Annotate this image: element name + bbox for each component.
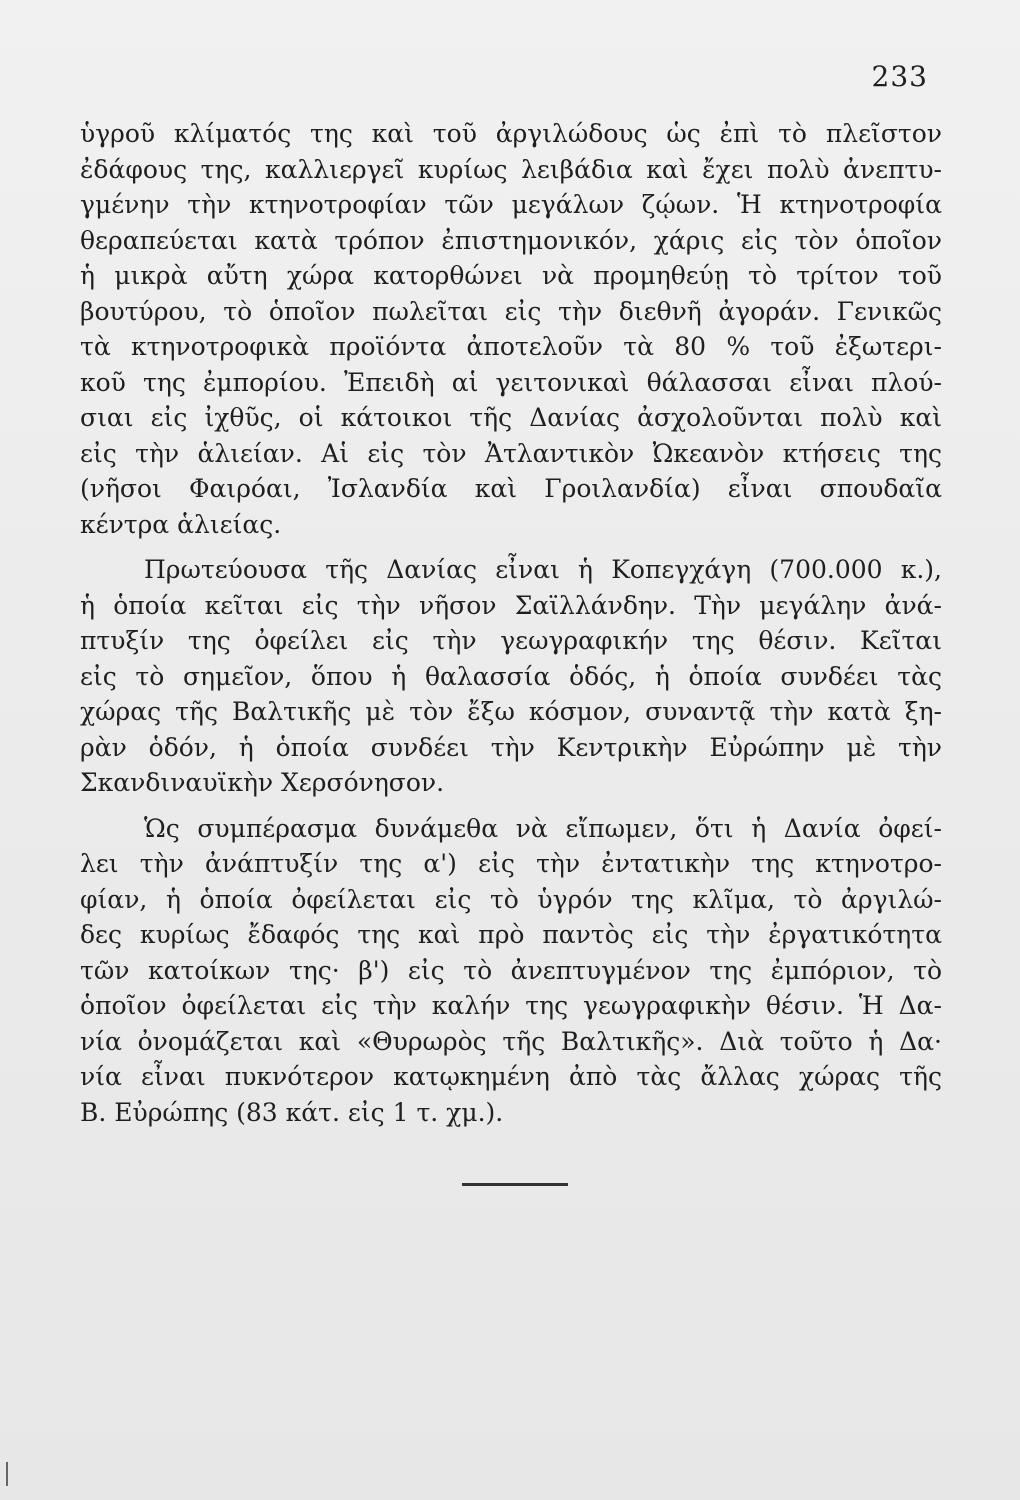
text-line: Β. Εὐρώπης (83 κάτ. εἰς 1 τ. χμ.). <box>80 1097 504 1127</box>
text-line: ἐδάφους της, καλλιεργεῖ κυρίως λειβάδια καὶ ἔχει πολὺ ἀνεπτυ- <box>80 154 942 184</box>
text-line: κέντρα ἁλιείας. <box>80 509 282 539</box>
text-line: χώρας τῆς Βαλτικῆς μὲ τὸν ἔξω κόσμον, συναντᾷ τὴν κατὰ ξη- <box>80 697 942 726</box>
text-line: Σκανδιναυϊκὴν Χερσόνησον. <box>80 768 445 797</box>
text-line: πτυξίν της ὀφείλει εἰς τὴν γεωγραφικήν της θέσιν. Κεῖται <box>80 626 942 655</box>
text-line: ἡ μικρὰ αὔτη χώρα κατορθώνει νὰ προμηθεύῃ τὸ τρίτον τοῦ <box>80 261 942 290</box>
text-line: ρὰν ὁδόν, ἡ ὁποία συνδέει τὴν Κεντρικὴν Εὐρώπην μὲ τὴν <box>80 732 942 762</box>
text-line: λει τὴν ἀνάπτυξίν της α') εἰς τὴν ἐντατικὴν της κτηνοτρο- <box>80 849 942 878</box>
text-line: τῶν κατοίκων της· β') εἰς τὸ ἀνεπτυγμένον της ἐμπόριον, τὸ <box>80 955 942 985</box>
text-line: νία ὀνομάζεται καὶ «Θυρωρὸς τῆς Βαλτικῆς». Διὰ τοῦτο ἡ Δα· <box>80 1026 942 1056</box>
body-text <box>80 116 942 1130</box>
text-line: γμένην τὴν κτηνοτροφίαν τῶν μεγάλων ζῴων. Ἡ κτηνοτροφία <box>80 190 942 219</box>
paragraph-conclusion <box>80 811 942 1131</box>
text-line: δες κυρίως ἔδαφός της καὶ πρὸ παντὸς εἰς τὴν ἐργατικότητα <box>80 920 942 949</box>
text-line: Ὡς συμπέρασμα δυνάμεθα νὰ εἴπωμεν, ὅτι ἡ Δανία ὀφεί- <box>144 813 942 843</box>
paragraph-livestock-fishing <box>80 116 942 542</box>
text-line: ὁποῖον ὀφείλεται εἰς τὴν καλήν της γεωγραφικὴν θέσιν. Ἡ Δα- <box>80 991 942 1020</box>
text-line: εἰς τὸ σημεῖον, ὅπου ἡ θαλασσία ὁδός, ἡ ὁποία συνδέει τὰς <box>80 661 942 691</box>
text-line: εἰς τὴν ἁλιείαν. Αἱ εἰς τὸν Ἀτλαντικὸν Ὠκεανὸν κτήσεις της <box>80 438 942 468</box>
text-line: ὑγροῦ κλίματός της καὶ τοῦ ἀργιλώδους ὡς ἐπὶ τὸ πλεῖστον <box>80 119 942 148</box>
text-line: φίαν, ἡ ὁποία ὀφείλεται εἰς τὸ ὑγρόν της κλῖμα, τὸ ἀργιλώ- <box>80 884 942 914</box>
text-line: Πρωτεύουσα τῆς Δανίας εἶναι ἡ Κοπεγχάγη (700.000 κ.), <box>144 555 942 584</box>
text-line: (νῆσοι Φαιρόαι, Ἰσλανδία καὶ Γροιλανδία) εἶναι σπουδαῖα <box>80 474 942 503</box>
paragraph-capital-copenhagen <box>80 552 942 801</box>
section-end-rule <box>462 1183 568 1186</box>
text-line: τὰ κτηνοτροφικὰ προϊόντα ἀποτελοῦν τὰ 80 % τοῦ ἐξωτερι- <box>80 332 942 361</box>
paragraph-gap <box>80 542 942 552</box>
text-line: βουτύρου, τὸ ὁποῖον πωλεῖται εἰς τὴν διεθνῆ ἀγοράν. Γενικῶς <box>80 296 942 326</box>
text-line: σιαι εἰς ἰχθῦς, οἱ κάτοικοι τῆς Δανίας ἀσχολοῦνται πολὺ καὶ <box>80 403 942 432</box>
text-line: κοῦ της ἐμπορίου. Ἐπειδὴ αἱ γειτονικαὶ θάλασσαι εἶναι πλού- <box>80 367 942 397</box>
text-line: θεραπεύεται κατὰ τρόπον ἐπιστημονικόν, χάρις εἰς τὸν ὁποῖον <box>80 225 942 255</box>
paragraph-gap <box>80 801 942 811</box>
text-line: ἡ ὁποία κεῖται εἰς τὴν νῆσον Σαϊλλάνδην. Τὴν μεγάλην ἀνά- <box>80 590 942 620</box>
text-line: νία εἶναι πυκνότερον κατῳκημένη ἀπὸ τὰς ἄλλας χώρας τῆς <box>80 1062 942 1091</box>
page-number: 233 <box>871 60 928 93</box>
margin-mark <box>6 1462 8 1486</box>
